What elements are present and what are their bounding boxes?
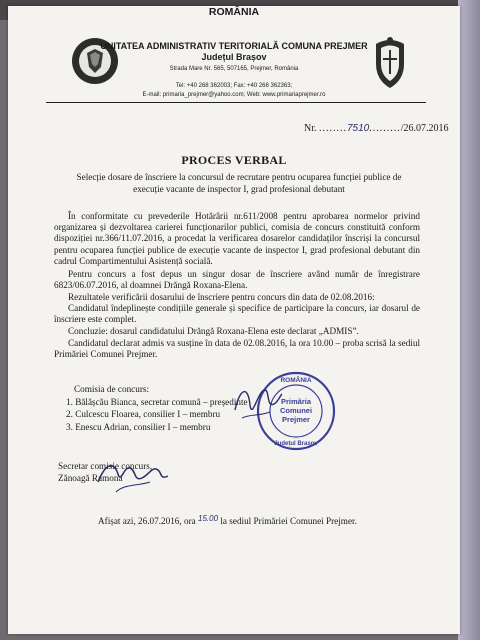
header-county: Județul Brașov	[201, 52, 267, 62]
header-divider	[46, 102, 426, 103]
header-country: ROMÂNIA	[208, 6, 260, 18]
header-unit-name: UNITATEA ADMINISTRATIV TERITORIALĂ COMUNA PREJMER	[100, 41, 368, 51]
stamp-line-3: Prejmer	[282, 415, 310, 424]
secretary-signature	[94, 456, 174, 496]
paragraph-eligibility: Candidatul îndeplinește condițiile generale și specifice de participare la concurs, iar dosarul de înscriere este complet.	[54, 303, 420, 325]
secretary-name: Zănoagă Ramona	[58, 472, 123, 483]
registration-date: /26.07.2016	[400, 123, 449, 134]
posting-note: Afișat azi, 26.07.2016, ora 15.00 la sediul Primăriei Comunei Prejmer.	[98, 514, 357, 526]
paragraph-results-heading: Rezultatele verificării dosarului de înscriere pentru concurs din data de 02.08.2016:	[68, 292, 375, 302]
header-address: Strada Mare Nr. 565, 507165, Prejmer, România	[169, 66, 299, 72]
header-email: E-mail: primaria_prejmer@yahoo.com; Web: www.primariaprejmer.ro	[142, 92, 326, 98]
commission-block	[66, 383, 248, 433]
registration-number: Nr. ........7510........./26.07.2016	[304, 123, 449, 134]
commission-heading: Comisia de concurs:	[74, 384, 150, 394]
secretary-role: Secretar comisie concurs,	[58, 461, 153, 471]
paragraph-legal-basis: În conformitate cu prevederile Hotărârii nr.611/2008 pentru aprobarea normelor privind organizarea și dezvoltarea carierei funcționarilor publici, comisia de concurs constituită conform dispoziției nr.366/11.07.2016, a procedat la verificarea dosarelor candidaților înscriși la concursul pentru ocuparea funcției publice de execuție vacante de inspector I, grad profesional debutant din cadrul Compartimentului Asistență socială.	[54, 211, 420, 266]
paragraph-conclusion: Concluzie: dosarul candidatului Drăngă Roxana-Elena este declarat „ADMIS”.	[68, 326, 359, 336]
stamp-line-1: Primăria	[280, 397, 312, 406]
document-page	[8, 6, 460, 634]
stamp-line-2: Comunei	[279, 406, 313, 415]
header-phone: Tel: +40 268 362003; Fax: +40 268 362363;	[175, 83, 293, 89]
stamp-bottom-text: Județul Brașov	[274, 441, 318, 447]
document-title: PROCES VERBAL	[181, 153, 287, 167]
commission-member: 1. Bălășcău Bianca, secretar comună – președinte	[66, 396, 248, 407]
commission-member: 3. Enescu Adrian, consilier I – membru	[66, 421, 211, 432]
commission-signature	[230, 380, 285, 425]
paragraph-exam-schedule: Candidatul declarat admis va susține în data de 02.08.2016, la ora 10.00 – proba scrisă la sediul Primăriei Comunei Prejmer.	[54, 338, 420, 360]
registration-number-value: 7510	[347, 123, 370, 134]
stamp-top-text: ROMÂNIA	[280, 377, 312, 384]
background-right	[458, 0, 480, 640]
paragraph-dossier: Pentru concurs a fost depus un singur dosar de înscriere având număr de înregistrare 6823/06.07.2016, al doamnei Drăngă Roxana-Elena.	[54, 269, 420, 291]
posting-time: 15.00	[198, 514, 219, 523]
document-subtitle: Selecție dosare de înscriere la concursul de recrutare pentru ocuparea funcției publice de execuție vacante de inspector I, grad profesional debutant	[76, 172, 402, 194]
commission-member: 2. Culcescu Floarea, consilier I – membru	[66, 409, 221, 419]
